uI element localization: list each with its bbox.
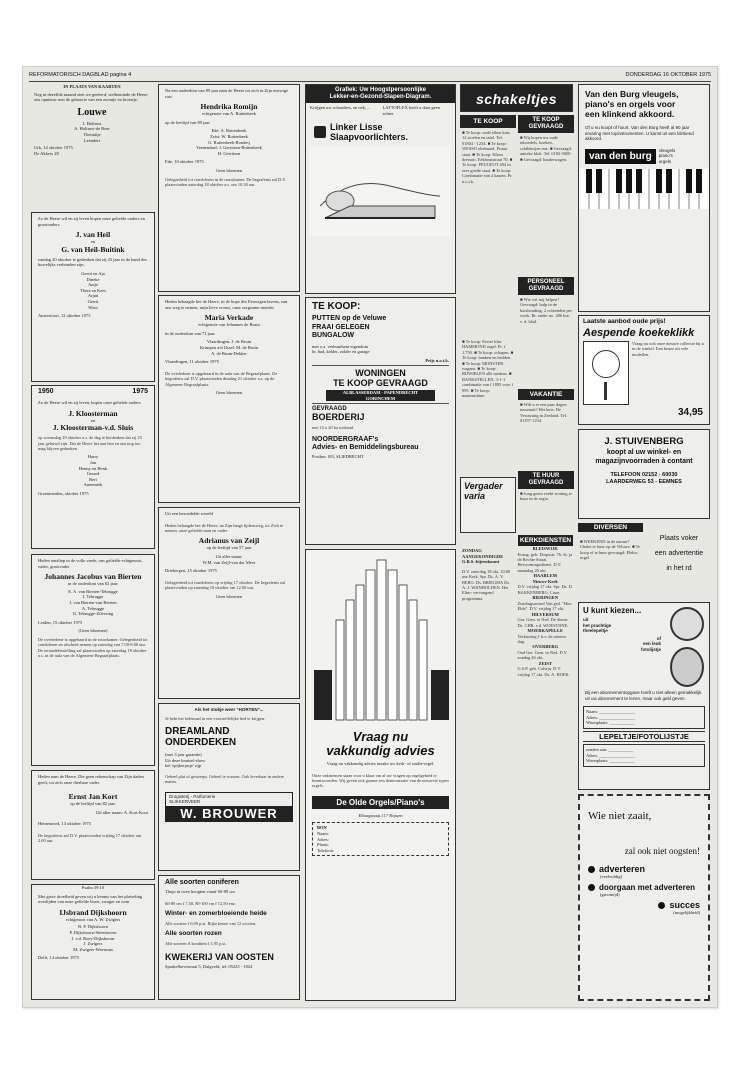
announcement-family: B. P. Dijkshoorn P. Dijkshoorn-Steenhoven J. v.d. Roey-Dijkshoorn J. Zwigers M. Zwigers-Weerman (69, 924, 117, 952)
ad-van-den-burg (578, 84, 710, 312)
announcement-age: op de leeftijd van 89 jaar (165, 119, 210, 125)
announcement-sub: echtgenote van Johannes de Bruin (198, 322, 260, 328)
ad-address: Drogisterij - Parfumerie SLIKKERVEER (169, 793, 216, 805)
announcement-amp: en (90, 417, 96, 423)
announcement-from: Uit aller naam: A. Kort-Kooi (95, 809, 148, 815)
ad-stuivenberg (578, 429, 710, 519)
classified-diversen (578, 523, 643, 535)
ad-subtitle: uit het prachtige theelepeltje (583, 617, 612, 634)
announcement-name: Johannes Jacobus van Bierten (44, 572, 142, 582)
ad-olde-orgels: Vraag nu vakkundig advies Vraag nu vakkundig advies inzake uw kerk- of studie-orgel. Onze vakmensen staan voor u klaar om al uw vragen op orgelgebied te beantwoorden. Wij geven ook gaarne een demonstratie van de nieuwste typen orgels. De Olde Orgels/Piano's Elburgstraat 117 Rijssen BON Naam: Adres: Plaats: Telefoon: (305, 549, 456, 1001)
ad-title: DREAMLAND ONDERDEKEN (165, 726, 237, 748)
page-header (29, 71, 711, 82)
announcement-date: Groenmeulen, oktober 1975 (38, 490, 89, 496)
ad-top-line: Laatste aanbod oude prijs! (583, 318, 666, 325)
announcement-name-1: J. Kloosterman (68, 408, 118, 418)
announcement-verse: Psalm 39:10 (81, 885, 105, 890)
ad-title: Van den Burg vleugels, piano's en orgels voor een klinkend akkoord. (585, 89, 679, 119)
ad-body: met o.a. verhuurbaar eigendom ln. bad, kelder, zolder en garage (312, 343, 370, 355)
ad-top-line: Als het stukje weer "HORTEN"... (194, 707, 264, 712)
classified-kerkdiensten: KERKDIENSTEN ZONDAG AANGEKONDIGDE G.B.S.-bijeenkomst D.V. zaterdag 18 okt. 10.00 uur Kerk. Spr. Ds. A. V. BERG. Ds. BRIEGMA Ds. A. J. WIJNHOLDEN. Het Elim- vervangend programma. BLEISWIJK Evang. geb. Dorpsstr. 76. St. ja de Rechte Straat. Hervormingsdienst. D.V. maandag 20 okt. HAARLEM Nieuwe Kerk D.V. vrijdag 17 okt. Spr. Ds. D. HAKKENBERG, Lisse. BIERINGEN Zendingsavond Van ged. "Hou Elde". D.V. vrijdag 17 okt. HILVERSUM Gur. Gem. te Ned. De dienst. Ds. CHR. v.d. WOESTIJNE. MOERKAPELLE Verkiezing 1 h.v. de nieuwe dag. OVERBERG Oud Ger. Gem. in Ned. D.V. zondag 26 okt. ZEIST G.S.P. geb. Calvijn. D.V. vrijdag 17 okt. Ds. A. HOEK. (462, 537, 573, 677)
announcement-name: Hendrika Romijn (200, 102, 258, 112)
announcement-intro: Uit een bezoedelde wereld (165, 511, 213, 516)
ad-brand: De Olde Orgels/Piano's (312, 796, 449, 809)
kerk-row-4: BIERINGEN (532, 595, 559, 601)
ad-address: Postbus 183, SLIEDRECHT (312, 453, 364, 459)
kerk-row-7: OVERBERG (532, 644, 559, 650)
ad-lattoflex (305, 84, 456, 294)
ad-title: U kunt kiezen... (583, 606, 642, 615)
ad-subtitle: PUTTEN op de Veluwe FRAAI GELEGEN BUNGALOW (312, 315, 387, 339)
ad-company: KWEKERIJ VAN OOSTEN (165, 951, 274, 962)
ad-subtitle-3: BOERDERIJ (312, 412, 365, 423)
clock-illustration (583, 341, 629, 405)
ad-title: J. STUIVENBERG (604, 436, 684, 447)
placement-notice (647, 531, 711, 597)
announcement-van-bierten: Heden ontsliep in de volle vrede, ons geliefde echtgenoot, vader, grootvader Johannes Jacobus van Bierten in de ouderdom van 82 jaar. E. A. van Bierten-Tebrugge J. Tebrugge J. van Bierten-van Bierten A. Tebrugge G. Tebrugge-Zilvering Leiden, 15 oktober 1975 (Geen bloemen) De overledene is opgebaard in de rouwkamer. Gelegenheid tot condoleren en afscheid nemen op zaterdag van 7.00-8.00 uur. De teraardebestelling zal plaatsvinden op zaterdag 18 oktober a.s. in de aula van de Algemene Begraafplaats. (31, 554, 155, 766)
coupon[interactable] (312, 822, 449, 856)
header-left: REFORMATORISCH DAGBLAD pagina 4 (29, 72, 132, 78)
ad-brand: Aespende koekeklikk (583, 327, 695, 339)
announcement-intro: Met grote droefheid geven wij u kennis van het plotseling overlijden van onze geliefde broer, zwager en oom (38, 893, 143, 905)
announcement-from: Uit aller naam: W.M. van Zeijl-van der Meer (202, 554, 256, 565)
ad-subtitle-2: ALBLASSERDAM - PAPENDRECHT GORINCHEM (326, 390, 435, 401)
coupon-title: BON (317, 825, 327, 831)
announcement-name: Louwe (77, 106, 107, 118)
classified-heading: PERSONEEL GEVRAAGD (518, 277, 574, 295)
announcement-family: Ede: A. Ruitenbeek Zeist: W. Ruitenbeek G. Ruitenbeek-Rondeij Veenendaal: J. Gerritsen-Ruitenbeek H. Gerritsen (196, 128, 262, 156)
announcement-age: op de leeftijd van 82 jaar. (70, 801, 116, 807)
bullet-icon (588, 884, 595, 891)
ad-bullet-1-sub: (veelvuldig) (600, 874, 622, 879)
ad-title-2: WONINGEN TE KOOP GEVRAAGD (333, 368, 428, 389)
ad-title-3: Alle soorten rozen (165, 930, 222, 938)
anniversary-year-end: 1975 (132, 388, 148, 395)
ad-body: Vraag nu vakkundig advies inzake uw kerk- of studie-orgel. (326, 761, 435, 766)
announcement-name: Maria Verkade (204, 313, 254, 323)
kerk-row-6: MOERKAPELLE (527, 628, 563, 634)
classified-vakantie: VAKANTIE ■ Wilt u er een paar dagen tussenuit? Het huis: De Verrassing in Zeeland. Tel. 01197-1234. (518, 389, 574, 469)
ad-shop-name: W. BROUWER (166, 806, 292, 821)
ad-phone: TELEFOON 02152 - 60030 LAARDERWEG 53 - EEMNES (606, 472, 682, 485)
announcement-family: Gerrit en Aja Dineke Antje Thera en Kees Arjan Gerrit Wout (80, 270, 106, 310)
announcement-date: Leiden, 15 oktober 1975 (38, 619, 83, 625)
newspaper-page (22, 66, 718, 1008)
announcement-age: op de leeftijd van 57 jaar (206, 545, 252, 551)
piano-keys-illustration (579, 169, 709, 209)
ad-banner: LEPELTJE/FOTOLIJSTJE (583, 731, 705, 742)
kerk-row-2: HAARLEM (533, 573, 557, 579)
ad-title: Wie niet zaait, (588, 810, 652, 822)
classified-heading: KERKDIENSTEN (519, 537, 572, 544)
ad-title: Alle soorten coniferen (165, 879, 239, 886)
ad-price: Prijs n.o.t.k. (425, 357, 449, 363)
announcement-date: Ede, 10 oktober 1975 (165, 159, 204, 165)
ad-brand-sub: vleugels piano's orgels (658, 147, 676, 164)
classified-heading: TE KOOP (460, 115, 516, 128)
announcement-date: Driebergen, 15 oktober 1975 (165, 568, 217, 574)
bullet-icon (658, 902, 665, 909)
announcement-name: Adrianus van Zeijl (198, 536, 260, 546)
ad-kwekerij: Alle soorten coniferen Thuja in twee hoogten vanaf 60-80 cm 60-80 cm f 7,50, 80-100 cm f 12,50 enz. Winter- en zomerbloeiende heide Alle soorten f 0,90 p.st. Rijke keuze van 12 soorten. Alle soorten rozen Alle soorten A kwaliteit f 1,95 p.st. KWEKERIJ VAN OOSTEN Sprakelhovestraat 5, Dalgveld, tel. 05225 - 1024 (158, 875, 300, 1000)
ad-body: Of u nu koopt of huurt. Van den Burg heeft al 90 jaar ervaring met topinstrumenten. U kunst uit een klinkend akkoord. (585, 125, 694, 142)
organ-pipes-illustration (306, 550, 455, 730)
ad-address: Sprakelhovestraat 5, Dalgveld, tel. 05225 - 1024 (165, 963, 253, 969)
kerk-row-1: BLEISWIJK (532, 546, 558, 551)
ad-bullet-2-sub: (grootnijd) (600, 891, 620, 897)
ad-subtitle: zal ook niet oogsten! (624, 846, 700, 856)
classifieds-logo-text: schakeltjes (476, 91, 557, 107)
announcement-body: vandag 20 oktober te gedenken dat zij 25 jaar in de band des huwelijks verbonden zijn. (38, 256, 147, 268)
ad-body: Bij een abonnementopgave hoeft u niet alleen gemakkelijk uit uw abonnement te lezen, maar ook geld geven. (585, 690, 702, 701)
kerk-row-5: HILVERSUM (531, 611, 559, 617)
kerk-row-3: Nieuwe Kerk (532, 578, 558, 584)
ad-subtitle-2: of een leuk fotolijstje (641, 635, 661, 652)
ad-title: TE KOOP: (312, 301, 361, 312)
ad-lepeltje-fotolijstje: U kunt kiezen... uit het prachtige theelepeltje of een leuk fotolijstje Bij een abonnementopgave hoeft u niet alleen gemakkelijk uit uw abonnement te lezen, maar ook geld geven. Naam: ________________ Adres: ________________ Woonplaats: ___________ LEPELTJE/FOTOLIJSTJE zenden aan: ___________ Adres: ________________ Woonplaats: ___________ (578, 602, 710, 790)
kerk-body: ZONDAG AANGEKONDIGDE G.B.S.-bijeenkomst (462, 548, 504, 565)
announcement-age: in de ouderdom van 82 jaar. (67, 581, 119, 587)
announcement-van-heil (31, 212, 155, 382)
ad-title-3: GEVRAAGD (312, 406, 347, 413)
announcement-kloosterman: 1950 1975 Zo de Heere wil en zij leven, hopen onze geliefde ouders J. Kloosterman en J. Kloosterman-v.d. Sluis op woensdag 29 oktober a.s. de dag te herdenken dat zij 25 jaar gehuwd zijn. Dat de Heere het aan hen en ons nog toe mag blijven gedenken. Harry Jan Henny en Henk Gerard Bert Annemiek Groenmeulen, oktober 1975 (31, 385, 155, 549)
ad-dreamland: Als het stukje weer "HORTEN"... Je hebt het helemaal in een voortreffelijke bed te krijgen. DREAMLAND ONDERDEKEN (met 3 jaar garantie) Uit deze knutsel-show het 'spijkerjasje' rijp Geheel plat of gestreept. Geheel te wassen. Ook leverbaar in andere maten. Drogisterij - Parfumerie SLIKKERVEER W. BROUWER (158, 703, 300, 871)
bullet-icon (588, 866, 595, 873)
announcement-date: Urk, 14 oktober 1975 De Akkers 28 (34, 145, 73, 156)
ad-title-2: Winter- en zomerbloeiende heide (165, 910, 267, 917)
announcement-parents: J. Holtrust A. Holtrust-de Boer Theunitje Leendert (74, 120, 110, 143)
announcement-family: E. A. van Bierten-Tebrugge J. Tebrugge J. van Bierten-van Bierten A. Tebrugge G. Tebrugge-Zilvering (68, 588, 118, 617)
ad-body: Thuja in twee hoogten vanaf 60-80 cm (165, 889, 235, 894)
announcement-top-label: IN PLAATS VAN KAARTEN (63, 84, 121, 89)
announcement-date: Amersfoort, 12 oktober 1975 (38, 313, 91, 319)
announcement-footer: Geen bloemen (215, 389, 243, 395)
announcement-date: Heinenoord, 13 oktober 1975 (38, 821, 91, 827)
announcement-intro: Nog in dezelfde maand zien we geeëerd, welbeminde de Heere ons opnieuw met de geboorte van een zoontje en broertje. (34, 91, 148, 103)
classified-te-koop-gevraagd: TE KOOP GEVRAAGD ■ Wij kopen uw oude inboedels, boeken, schilderijen enz. ■ Gevraagd: antieke klok. Tel. 0182-5000. ■ Gevraagd: kinderwagen. (518, 115, 574, 275)
spoon-illustration (670, 607, 704, 641)
announcement-name: Ernst Jan Kort (68, 792, 118, 802)
classified-personeel: PERSONEEL GEVRAAGD ■ Wie wil mij helpen? Gevraagd: hulp in de huishouding, 2 ochtenden per week. Br. onder no. 286 bur. v. d. blad. (518, 277, 574, 387)
announcement-verkade: Heden behaagde het de Heere, in de hope des Eeuwigen levens, van ons weg te nemen, mijn lieve vrouw, onze zorgzame moeder Maria Verkade echtgenote van Johannes de Bruin in de ouderdom van 71 jaar. Vlaardingen: J. de Bruin Krimpen a/d IJssel: M. de Bruin A. de Bruin-Dekker Vlaardingen, 11 oktober 1975 De overledene is opgebaard in de aula van de Begraafplaats. De begrafenis zal D.V. plaatsvinden dinsdag 21 oktober a.s. op de Algemene Begraafplaats. Geen bloemen (158, 295, 300, 503)
announcement-name: IJsbrand Dijkshoorn (59, 907, 127, 917)
coupon-field-address[interactable]: Adres: (317, 836, 329, 842)
vergader-varia (460, 477, 516, 533)
ad-bullet-3-sub: (mogelijkheid) (673, 910, 700, 916)
announcement-family: Harry Jan Henny en Henk Gerard Bert Annemiek (78, 454, 108, 488)
ad-brand: van den burg (589, 150, 652, 162)
announcement-name-2: G. van Heil-Buitink (61, 244, 125, 254)
announcement-intro: Heden behaagde het de Heere, in de hope des Eeuwigen levens, van ons weg te nemen, mijn lieve vrouw, onze zorgzame moeder (165, 299, 288, 310)
announcement-intro: Heden ontsliep in de volle vrede, ons geliefde echtgenoot, vader, grootvader (38, 558, 143, 569)
header-right: DONDERDAG 16 OKTOBER 1975 (625, 72, 711, 78)
announcement-intro: Heden nam de Heere, Die geen rekenschap van Zijn daden geeft, tot zich onze dierbare vader (38, 774, 144, 785)
coupon-field-phone[interactable]: Telefoon: (317, 847, 335, 853)
classified-heading: Vergader varia (464, 481, 503, 501)
announcement-kort: Heden nam de Heere, Die geen rekenschap van Zijn daden geeft, tot zich onze dierbare vader Ernst Jan Kort op de leeftijd van 82 jaar. Uit aller naam: A. Kort-Kooi Heinenoord, 13 oktober 1975 De begrafenis zal D.V. plaatsvinden vrijdag 17 oktober om 2.00 uur. (31, 770, 155, 880)
classified-heading: TE HUUR GEVRAAGD (518, 471, 574, 489)
classified-te-koop-more: ■ Te koop: Eerste klas HAMMOND orgel. Pr. f 1.750. ■ Te koop: schapen. ■ Te koop: banken en bedden. ■ Te koop: MONSTER wagens. ■ Te koop: RIJWIELEN alle merken. ■ BANKSTELLEN, 3-1-1 combinatie van f 1895 voor f 995. ■ Te koop: naaimachine. (462, 339, 514, 399)
announcement-romijn: Na een ouderdom van 89 jaar nam de Heere tot zich in Zijn eeuwige rust Hendrika Romijn echtgenote van A. Ruitenbeek op de leeftijd van 89 jaar Ede: A. Ruitenbeek Zeist: W. Ruitenbeek G. Ruitenbeek-Rondeij Veenendaal: J. Gerritsen-Ruitenbeek H. Gerritsen Ede, 10 oktober 1975 Geen bloemen Gelegenheid tot condoleren in de rouwkamer. De begrafenis zal D.V. plaatsvinden zaterdag 18 oktober a.s. om 10.30 uur. (158, 84, 300, 292)
ad-body: koopt al uw winkel- en magazijnvoorraden à contant (595, 449, 693, 465)
ad-bullet-2: doorgaan met adverteren (599, 882, 696, 892)
anniversary-year-start: 1950 (38, 388, 54, 395)
ad-price: 34,95 (677, 407, 703, 418)
ad-brand: Linker Lisse Slaapvoorlichters. (330, 122, 409, 143)
announcement-date: Vlaardingen, 11 oktober 1975 (165, 359, 219, 365)
ad-left-text: Kriijgen uw schouders, en nek, ... (310, 105, 371, 110)
sleeping-person-illustration (310, 146, 450, 236)
ad-title: Vraag nu vakkundig advies (326, 729, 435, 758)
announcement-footer: Geen bloemen (215, 593, 243, 599)
announcement-intro: Na een ouderdom van 89 jaar nam de Heere tot zich in Zijn eeuwige rust (165, 88, 289, 99)
announcement-footer: Geen bloemen (215, 167, 243, 173)
ad-body: (met 3 jaar garantie) Uit deze knutsel-show het 'spijkerjasje' rijp (165, 752, 206, 769)
announcement-age: echtgenoot van A. W. Zwigers (65, 916, 121, 922)
classified-heading: VAKANTIE (518, 389, 574, 400)
announcement-footer: (Geen bloemen) (78, 628, 108, 634)
ad-te-koop-bungalow: TE KOOP: PUTTEN op de Veluwe FRAAI GELEGEN BUNGALOW met o.a. verhuurbaar eigendom ln. bad, kelder, zolder en garage Prijs n.o.t.k. WONINGEN TE KOOP GEVRAAGD ALBLASSERDAM - PAPENDRECHT GORINCHEM GEVRAAGD BOERDERIJ met 15 à 20 ha weiland. NOORDERGRAAF's Advies- en Bemiddelingsbureau Postbus 183, SLIEDRECHT (305, 297, 456, 545)
classified-heading: DIVERSEN (578, 523, 643, 532)
placement-text: Plaats voker een advertentie in het rd (654, 535, 704, 572)
ad-wie-niet-zaait (578, 794, 710, 1001)
classified-te-huur: TE HUUR GEVRAAGD ■ Jong gezin zoekt woning te huur in de regio. (518, 471, 574, 533)
announcement-van-zeijl: Uit een bezoedelde wereld Heden behaagde het de Heere, na Zijn lange lijdensweg, tot Zich te nemen, onze geliefde man en vader Adrianus van Zeijl op de leeftijd van 57 jaar Uit aller naam: W.M. van Zeijl-van der Meer Driebergen, 15 oktober 1975 Gelegenheid tot condoleren op vrijdag 17 oktober. De begrafenis zal plaatsvinden op zaterdag 18 oktober om 12.00 uur. Geen bloemen (158, 507, 300, 699)
ad-address: Elburgstraat 117 Rijssen (358, 812, 403, 818)
frame-illustration (670, 647, 704, 687)
leaf-icon (314, 126, 326, 138)
announcement-age: in de ouderdom van 71 jaar. (165, 330, 216, 336)
ad-bullet-1: adverteren (599, 864, 646, 874)
announcement-name-1: J. van Heil (75, 230, 111, 240)
ad-bureau: NOORDERGRAAF's Advies- en Bemiddelingsbureau (312, 435, 419, 451)
announcement-sub: echtgenote van A. Ruitenbeek (202, 111, 256, 117)
classified-diversen-body: ■ WEEKEND in de natuur? Chalet te huur op de Veluwe. ■ Te koop of te huur gevraagd: Elektr. orgel. (580, 539, 640, 561)
announcement-date: Delft, 14 oktober 1975 (38, 955, 79, 961)
announcement-louwe (31, 84, 153, 212)
ad-bullet-3: succes (669, 900, 700, 911)
coupon-field-city[interactable]: Plaats: (317, 842, 329, 848)
announcement-family: Vlaardingen: J. de Bruin Krimpen a/d IJssel: M. de Bruin A. de Bruin-Dekker (200, 339, 258, 356)
announcement-dijkshoorn (31, 884, 155, 1000)
kerk-row-8: ZEIST (538, 660, 552, 666)
announcement-intro: Zo de Heere wil en zij leven hopen onze geliefde ouders en grootouders (38, 216, 145, 227)
announcement-amp: en (90, 239, 96, 245)
classifieds-logo (460, 84, 573, 112)
ad-right-text: LATTOFLEX heeft u daar geen achter (382, 105, 440, 116)
announcement-intro: Zo de Heere wil en zij leven, hopen onze geliefde ouders (38, 400, 141, 405)
classified-heading: TE KOOP GEVRAAGD (518, 115, 574, 133)
announcement-name-2: J. Kloosterman-v.d. Sluis (52, 423, 134, 433)
coupon-field-name[interactable]: Naam: (317, 831, 329, 836)
classified-te-koop: TE KOOP ■ Te koop: oude eiken kast, 12 stoelen en tafel. Tel. 01804 - 1234. ■ Te koop: WESSO oliehaard. Prima staat. ■ Te koop: Eiken dressoir. Eekhoutstraat 70. ■ Te koop: PEUGEOT 404 in zeer goede staat. ■ Te koop: Combinatie van 2 kasten. Pr. n.o.t.k. (460, 115, 516, 335)
ad-koekeklikk: Laatste aanbod oude prijs! Aespende koekeklikk Vraag nu ook onze nieuwe collectie bij u in de winkel. Een keuze uit vele modellen. 34,95 (578, 315, 710, 425)
ad-title: Grafiek: Uw Hoogstpersoonlijke Lekker-en-Gezond-Slapen-Diagram. (306, 85, 455, 103)
